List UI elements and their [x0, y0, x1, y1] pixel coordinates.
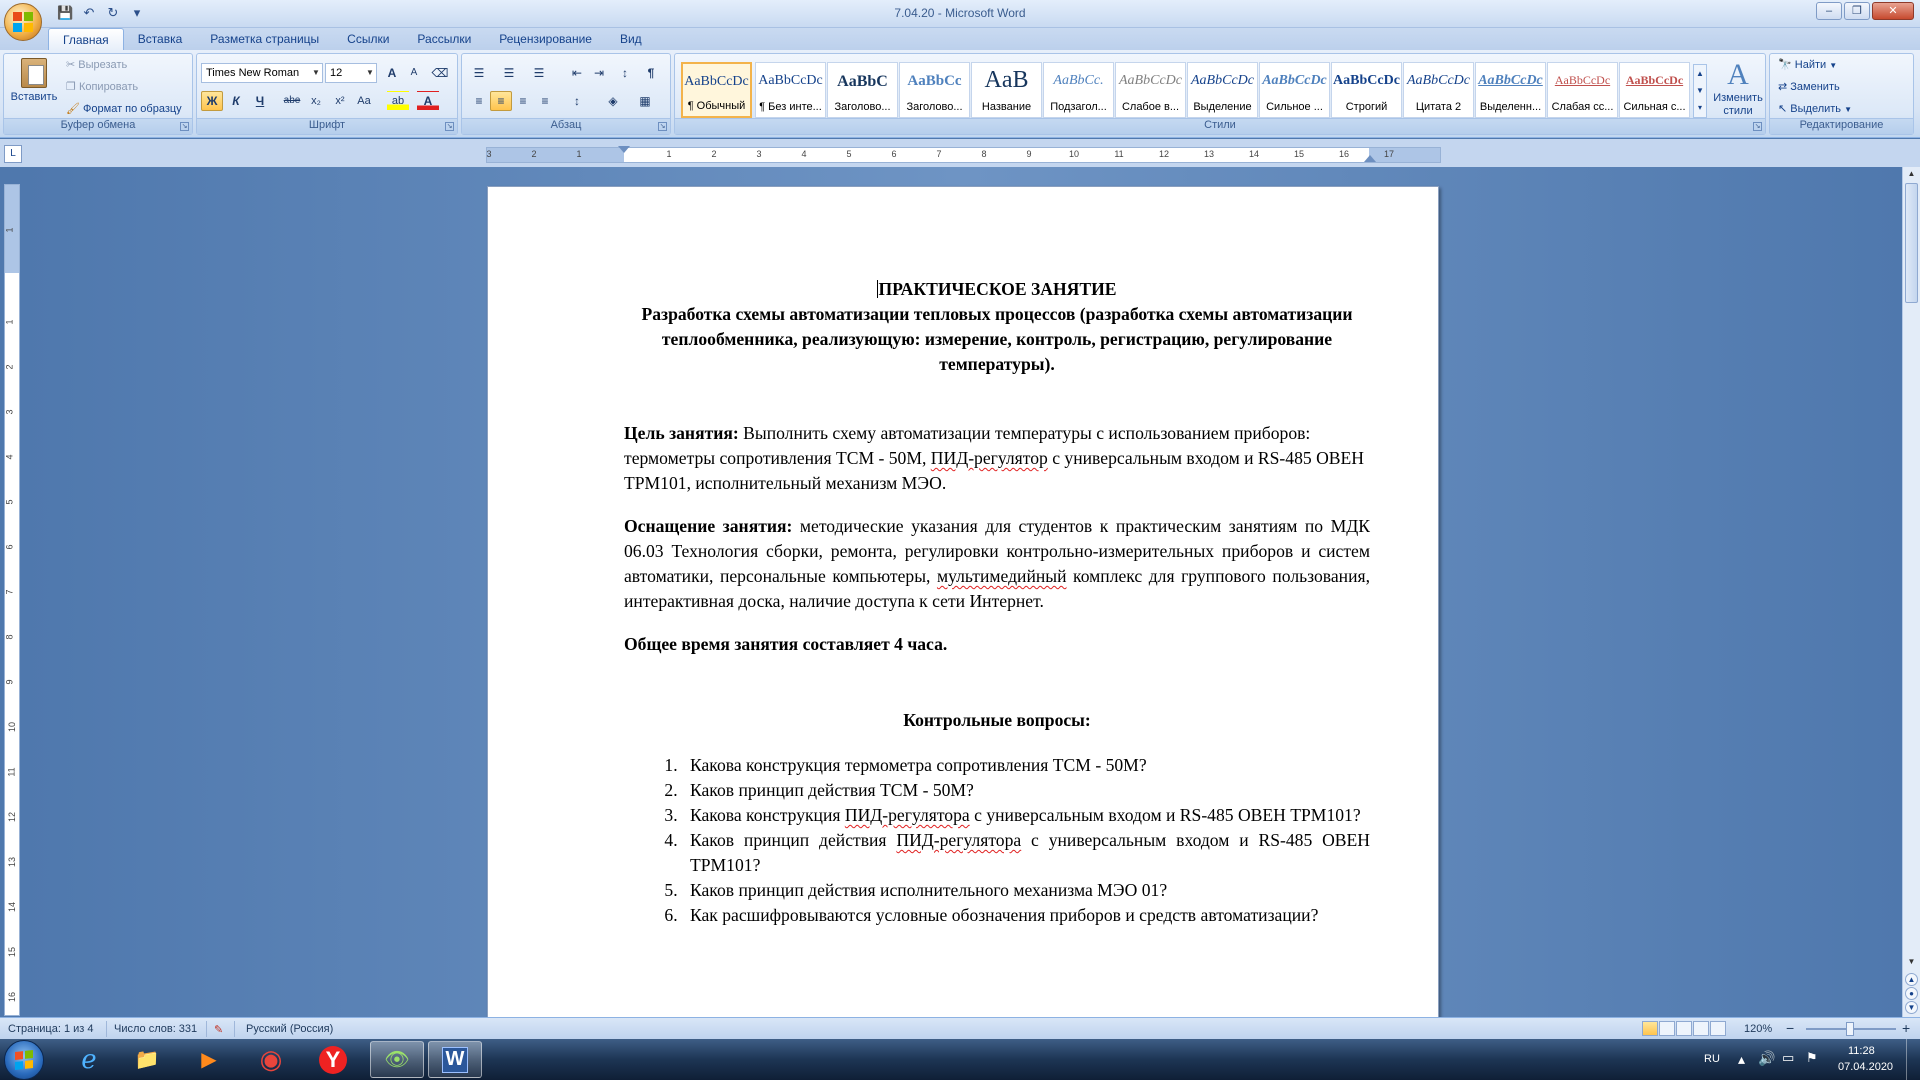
ruler-tick: 13	[7, 856, 18, 868]
scroll-up-icon[interactable]: ▲	[1907, 169, 1916, 178]
language-indicator[interactable]: Русский (Россия)	[246, 1023, 334, 1035]
group-label: Редактирование	[1770, 118, 1913, 134]
group-label: Абзац ↘	[462, 118, 670, 134]
media-player-icon[interactable]: ▶	[201, 1049, 217, 1071]
divider	[234, 1021, 235, 1037]
style-preview: AaBbCcDc	[1554, 73, 1611, 87]
replace-button[interactable]	[1778, 80, 1840, 93]
style-preview: AaBbCcDc	[1333, 73, 1400, 88]
web-layout-icon[interactable]	[1676, 1021, 1692, 1036]
ruler-tick: 2	[4, 364, 15, 370]
style-subtitle[interactable]	[1043, 62, 1114, 118]
style-name: Заголово...	[834, 101, 891, 113]
style-name: Подзагол...	[1050, 101, 1107, 113]
viewer-app-icon[interactable]: 👁	[370, 1041, 424, 1078]
format-painter-label: Формат по образцу	[83, 103, 182, 115]
save-icon[interactable]: 💾	[57, 5, 74, 20]
tab-page-layout[interactable]: Разметка страницы	[210, 32, 320, 46]
increase-indent-button[interactable]: ⇥	[593, 66, 605, 80]
tab-review[interactable]: Рецензирование	[499, 32, 592, 46]
style-name: Сильное ...	[1266, 101, 1323, 113]
line-spacing-button[interactable]: ↕	[574, 94, 580, 108]
list-item: 6. Как расшифровываются условные обозначения приборов и средств автоматизации?	[682, 903, 1370, 928]
cut-button[interactable]	[66, 58, 127, 71]
font-size-value: 12	[330, 67, 343, 79]
ruler-tick: 12	[7, 811, 18, 823]
style-preview: AaBbCcDc	[684, 74, 749, 89]
flag-icon[interactable]: ⚑	[1806, 1050, 1818, 1065]
customize-qat-icon[interactable]: ▾	[133, 5, 141, 20]
style-preview: AaBbCcDc	[1262, 73, 1327, 88]
tab-home[interactable]: Главная	[48, 28, 124, 50]
align-right-button[interactable]: ≡	[519, 94, 527, 108]
style-preview: AaBbCcDc	[1191, 73, 1254, 88]
ruler-right-margin	[1369, 148, 1440, 162]
style-heading-1[interactable]	[827, 62, 898, 118]
editing-group	[1769, 53, 1914, 135]
goal-paragraph: Цель занятия: Выполнить схему автоматизации температуры с использованием приборов: термометры сопротивления ТСМ - 50М, ПИД-регулятор с универсальным входом и RS-485 ОВЕН ТРМ101, исполнительный механизм МЭО.	[624, 423, 1364, 493]
ruler-tick: 11	[6, 767, 17, 777]
zoom-level[interactable]: 120%	[1744, 1023, 1773, 1035]
windows-logo-icon	[15, 1050, 33, 1070]
network-icon[interactable]: ▭	[1782, 1050, 1795, 1065]
style-preview: AaBbCcDc	[1407, 73, 1470, 88]
start-button[interactable]	[4, 1040, 44, 1080]
styles-group	[674, 53, 1766, 135]
chevron-down-icon: ▼	[1829, 61, 1838, 70]
clock-time[interactable]: 11:28	[1848, 1045, 1875, 1057]
zoom-slider-thumb[interactable]	[1846, 1022, 1854, 1036]
tab-insert[interactable]: Вставка	[137, 32, 183, 46]
copy-icon: ❐	[66, 81, 76, 93]
ruler-tick: 3	[486, 149, 492, 159]
ruler-tick: 13	[1203, 149, 1215, 159]
ruler-tick: 16	[1338, 149, 1350, 159]
italic-button[interactable]: К	[232, 94, 240, 108]
tab-mailings[interactable]: Рассылки	[417, 32, 472, 46]
right-indent-marker[interactable]	[1364, 155, 1376, 162]
style-name: Выделение	[1193, 101, 1252, 113]
chevron-up-icon: ▲	[1696, 69, 1704, 78]
ruler-tick: 4	[801, 149, 807, 159]
first-line-indent-marker[interactable]	[618, 146, 630, 153]
scissors-icon: ✂	[66, 59, 76, 71]
document-page[interactable]	[487, 186, 1439, 1017]
clipboard-group	[3, 53, 193, 135]
full-screen-reading-icon[interactable]	[1659, 1021, 1675, 1036]
style-preview: AaB	[984, 67, 1029, 93]
list-item: 1. Какова конструкция термометра сопротивления ТСМ - 50М?	[682, 753, 1370, 778]
clock-date[interactable]: 07.04.2020	[1838, 1061, 1894, 1073]
window-controls	[1816, 2, 1914, 20]
clear-formatting-button[interactable]: ⌫	[431, 66, 449, 80]
font-group	[196, 53, 458, 135]
style-name: ¶ Без инте...	[759, 101, 822, 113]
style-name: Строгий	[1345, 101, 1388, 113]
ruler-tick: 5	[846, 149, 852, 159]
ruler-tick: 1	[4, 319, 15, 325]
zoom-out-button[interactable]: −	[1786, 1020, 1795, 1036]
font-name-combo[interactable]	[201, 63, 323, 83]
select-label: Выделить	[1790, 103, 1842, 115]
view-buttons	[1642, 1021, 1726, 1036]
align-center-button[interactable]: ≡	[490, 91, 512, 111]
office-button[interactable]	[4, 3, 42, 41]
ruler-tick: 15	[1293, 149, 1305, 159]
style-name: Слабая сс...	[1551, 101, 1614, 113]
style-name: Название	[981, 101, 1032, 113]
style-preview: AaBbCcDc	[758, 73, 823, 88]
print-layout-icon[interactable]	[1642, 1021, 1658, 1036]
ruler-tick: 9	[1026, 149, 1032, 159]
questions-list	[682, 753, 1370, 928]
style-heading-2[interactable]	[899, 62, 970, 118]
show-desktop-button[interactable]	[1906, 1039, 1920, 1080]
style-preview: AaBbCcDc	[1119, 73, 1182, 88]
shading-button[interactable]: ◈	[608, 94, 618, 108]
equipment-paragraph: Оснащение занятия: методические указания для студентов к практическим занятиям по МДК 06.03 Технология сборки, ремонта, регулировки контрольно-измерительных приборов и систем автоматики, персональные компьютеры, мультимедийный комплекс для группового пользования, интерактивная доска, наличие доступа к сети Интернет.	[624, 516, 1370, 611]
cut-label: Вырезать	[78, 59, 128, 71]
dialog-launcher-icon[interactable]: ↘	[1754, 123, 1761, 130]
paste-icon	[21, 58, 47, 88]
style-preview: AaBbCc.	[1053, 73, 1104, 88]
ruler-tick: 7	[4, 589, 15, 595]
superscript-button[interactable]: x²	[335, 95, 345, 107]
ruler-tick: 10	[1068, 149, 1080, 159]
style-subtle-emphasis[interactable]	[1115, 62, 1186, 118]
list-item: 3. Какова конструкция ПИД-регулятора с универсальным входом и RS-485 ОВЕН ТРМ101?	[682, 803, 1370, 828]
style-emphasis[interactable]	[1187, 62, 1258, 118]
more-icon: ▾	[1697, 103, 1702, 112]
minimize-button[interactable]: –	[1816, 2, 1842, 20]
vertical-ruler[interactable]	[4, 184, 20, 1016]
page-count[interactable]: Страница: 1 из 4	[8, 1023, 94, 1035]
ruler-tick: 6	[4, 544, 15, 550]
equipment-label: Оснащение занятия:	[624, 516, 793, 536]
group-label: Буфер обмена ↘	[4, 118, 192, 134]
style-intense-quote[interactable]	[1475, 62, 1546, 118]
style-normal[interactable]	[681, 62, 752, 118]
find-button[interactable]	[1778, 58, 1837, 71]
goal-label: Цель занятия:	[624, 423, 739, 443]
status-bar	[0, 1017, 1920, 1039]
ruler-tick: 4	[4, 454, 15, 460]
justify-button[interactable]: ≡	[541, 94, 549, 108]
paste-label: Вставить	[10, 91, 58, 103]
word-count[interactable]: Число слов: 331	[114, 1023, 198, 1035]
style-name: Слабое в...	[1121, 101, 1180, 113]
align-left-button[interactable]: ≡	[475, 94, 483, 108]
style-name: ¶ Обычный	[687, 100, 746, 112]
multilevel-list-button[interactable]: ☰	[533, 66, 545, 80]
title-bar	[0, 0, 1920, 28]
language-bar[interactable]: RU	[1704, 1053, 1720, 1065]
cursor-icon: ↖	[1778, 103, 1788, 115]
style-preview: AaBbCcDc	[1478, 73, 1543, 88]
style-preview: AaBbCcDc	[1625, 73, 1684, 87]
ruler-tick: 14	[7, 901, 18, 913]
total-time: Общее время занятия составляет 4 часа.	[624, 634, 948, 654]
bullets-button[interactable]: ☰	[473, 66, 485, 80]
ruler-tick: 14	[1248, 149, 1260, 159]
ruler-tick: 8	[4, 634, 15, 640]
internet-explorer-icon[interactable]: e	[81, 1044, 97, 1075]
ruler-tick: 16	[7, 991, 18, 1003]
copy-button[interactable]	[66, 80, 138, 93]
tab-view[interactable]: Вид	[619, 32, 642, 46]
vertical-scrollbar[interactable]	[1902, 167, 1920, 1017]
ruler-tick: 2	[531, 149, 537, 159]
replace-label: Заменить	[1790, 81, 1840, 93]
spell-error[interactable]: ПИД-регулятора	[896, 830, 1022, 850]
binoculars-icon: 🔭	[1778, 59, 1792, 71]
tab-references[interactable]: Ссылки	[347, 32, 390, 46]
zoom-in-button[interactable]: +	[1902, 1020, 1911, 1036]
close-button[interactable]: ✕	[1872, 2, 1914, 20]
ribbon	[0, 50, 1920, 138]
maximize-button[interactable]: ❐	[1844, 2, 1870, 20]
dialog-launcher-icon[interactable]: ↘	[181, 123, 188, 130]
undo-icon[interactable]: ↶	[83, 5, 95, 20]
group-label: Шрифт ↘	[197, 118, 457, 134]
format-painter-button[interactable]	[66, 102, 182, 115]
borders-button[interactable]: ▦	[639, 94, 651, 108]
ruler-tick: 3	[756, 149, 762, 159]
draft-icon[interactable]	[1710, 1021, 1726, 1036]
ruler-tick: 12	[1158, 149, 1170, 159]
style-subtle-reference[interactable]	[1547, 62, 1618, 118]
scroll-thumb[interactable]	[1905, 183, 1918, 303]
select-browse-object-icon[interactable]: ●	[1905, 987, 1918, 1000]
ruler-tick: 1	[666, 149, 672, 159]
change-styles-icon: A	[1727, 58, 1749, 91]
doc-subtitle: Разработка схемы автоматизации тепловых процессов (разработка схемы автоматизации теплообменника, реализующую: измерение, контроль, регистрацию, регулирование температуры).	[641, 304, 1353, 374]
style-name: Выделенн...	[1479, 101, 1542, 113]
window-title: 7.04.20 - Microsoft Word	[894, 6, 1026, 20]
list-item: 4. Каков принцип действия ПИД-регулятора с универсальным входом и RS-485 ОВЕН ТРМ101?	[682, 828, 1370, 878]
ruler-tick: 7	[936, 149, 942, 159]
style-name: Сильная с...	[1623, 101, 1686, 113]
ruler-tick: 17	[1383, 149, 1395, 159]
tray-arrow-icon[interactable]: ▴	[1738, 1051, 1746, 1067]
chevron-down-icon: ▼	[1696, 86, 1704, 95]
style-name: Заголово...	[906, 101, 963, 113]
scroll-down-icon[interactable]: ▼	[1907, 957, 1916, 966]
change-case-button[interactable]: Aa	[357, 95, 371, 107]
grow-font-button[interactable]: A	[387, 66, 397, 80]
system-tray	[1690, 1039, 1920, 1080]
font-color-button[interactable]: A	[417, 91, 439, 111]
divider	[206, 1021, 207, 1037]
style-no-spacing[interactable]	[755, 62, 826, 118]
ruler-tick: 5	[4, 499, 15, 505]
style-strong[interactable]	[1331, 62, 1402, 118]
style-intense-emphasis[interactable]	[1259, 62, 1330, 118]
font-size-combo[interactable]	[325, 63, 377, 83]
bold-button[interactable]: Ж	[201, 91, 223, 111]
copy-label: Копировать	[78, 81, 139, 93]
chrome-icon[interactable]: ◉	[259, 1044, 283, 1074]
yandex-browser-icon[interactable]: Y	[306, 1041, 360, 1078]
style-intense-reference[interactable]	[1619, 62, 1690, 118]
ruler-tick: 15	[7, 946, 18, 958]
file-explorer-icon[interactable]: 📁	[134, 1049, 160, 1071]
ruler-left-margin	[487, 148, 624, 162]
page-content[interactable]	[624, 277, 1370, 928]
show-formatting-button[interactable]: ¶	[647, 66, 655, 80]
chevron-down-icon: ▼	[1844, 105, 1853, 114]
dialog-launcher-icon[interactable]: ↘	[659, 123, 666, 130]
style-preview: AaBbC	[837, 73, 888, 90]
chevron-down-icon: ▼	[312, 68, 320, 77]
style-title[interactable]	[971, 62, 1042, 118]
change-styles-label: Изменить стили	[1713, 92, 1763, 117]
word-taskbar-icon[interactable]: W	[428, 1041, 482, 1078]
ruler-tick: 8	[981, 149, 987, 159]
chevron-down-icon: ▼	[366, 68, 374, 77]
ruler-bar	[0, 139, 1920, 167]
ruler-tick: 1	[576, 149, 582, 159]
subscript-button[interactable]: x₂	[311, 95, 321, 107]
find-label: Найти	[1794, 59, 1827, 71]
list-item: 2. Каков принцип действия ТСМ - 50М?	[682, 778, 1370, 803]
replace-icon: ⇄	[1778, 81, 1788, 93]
ruler-tick: 1	[4, 227, 15, 233]
paste-button[interactable]	[10, 58, 58, 114]
questions-title: Контрольные вопросы:	[903, 710, 1091, 730]
style-preview: AaBbCc	[907, 73, 962, 89]
styles-scroll[interactable]	[1693, 64, 1707, 118]
doc-title: ПРАКТИЧЕСКОЕ ЗАНЯТИЕ	[878, 279, 1117, 299]
select-button[interactable]	[1778, 102, 1852, 115]
ruler-tick: 9	[4, 679, 15, 685]
spell-error[interactable]: ПИД-регулятора	[844, 805, 970, 825]
horizontal-ruler[interactable]	[486, 147, 1441, 163]
tab-selector-icon[interactable]: L	[4, 145, 22, 163]
brush-icon: 🖌	[66, 103, 80, 115]
document-area[interactable]	[24, 167, 1902, 1017]
outline-icon[interactable]	[1693, 1021, 1709, 1036]
ruler-tick: 2	[711, 149, 717, 159]
paragraph-group	[461, 53, 671, 135]
style-quote[interactable]	[1403, 62, 1474, 118]
list-item: 5. Каков принцип действия исполнительного механизма МЭО 01?	[682, 878, 1370, 903]
office-logo-icon	[13, 12, 33, 32]
decrease-indent-button[interactable]: ⇤	[571, 66, 583, 80]
ruler-tick: 10	[7, 721, 18, 733]
style-name: Цитата 2	[1415, 101, 1462, 113]
highlight-button[interactable]: ab	[387, 91, 409, 111]
shrink-font-button[interactable]: A	[410, 67, 418, 78]
numbering-button[interactable]: ☰	[503, 66, 515, 80]
change-styles-button[interactable]	[1711, 58, 1765, 118]
redo-icon[interactable]: ↻	[107, 5, 119, 20]
ruler-tick: 6	[891, 149, 897, 159]
spell-error[interactable]: ПИД-регулятор	[930, 448, 1048, 468]
font-name-value: Times New Roman	[206, 67, 300, 79]
ruler-tick: 3	[4, 409, 15, 415]
sort-button[interactable]: ↕	[622, 66, 628, 80]
taskbar	[0, 1039, 1920, 1080]
volume-icon[interactable]: 🔊	[1758, 1050, 1776, 1066]
underline-button[interactable]: Ч	[255, 94, 265, 108]
proofing-icon[interactable]: ✎	[214, 1024, 224, 1036]
divider	[106, 1021, 107, 1037]
spell-error[interactable]: мультимедийный	[936, 566, 1067, 586]
strikethrough-button[interactable]: abe	[283, 95, 301, 106]
ruler-tick: 11	[1114, 149, 1124, 159]
previous-page-icon[interactable]: ▲	[1905, 973, 1918, 986]
next-page-icon[interactable]: ▼	[1905, 1001, 1918, 1014]
dialog-launcher-icon[interactable]: ↘	[446, 123, 453, 130]
group-label: Стили ↘	[675, 118, 1765, 134]
ribbon-tabs	[0, 28, 1920, 50]
